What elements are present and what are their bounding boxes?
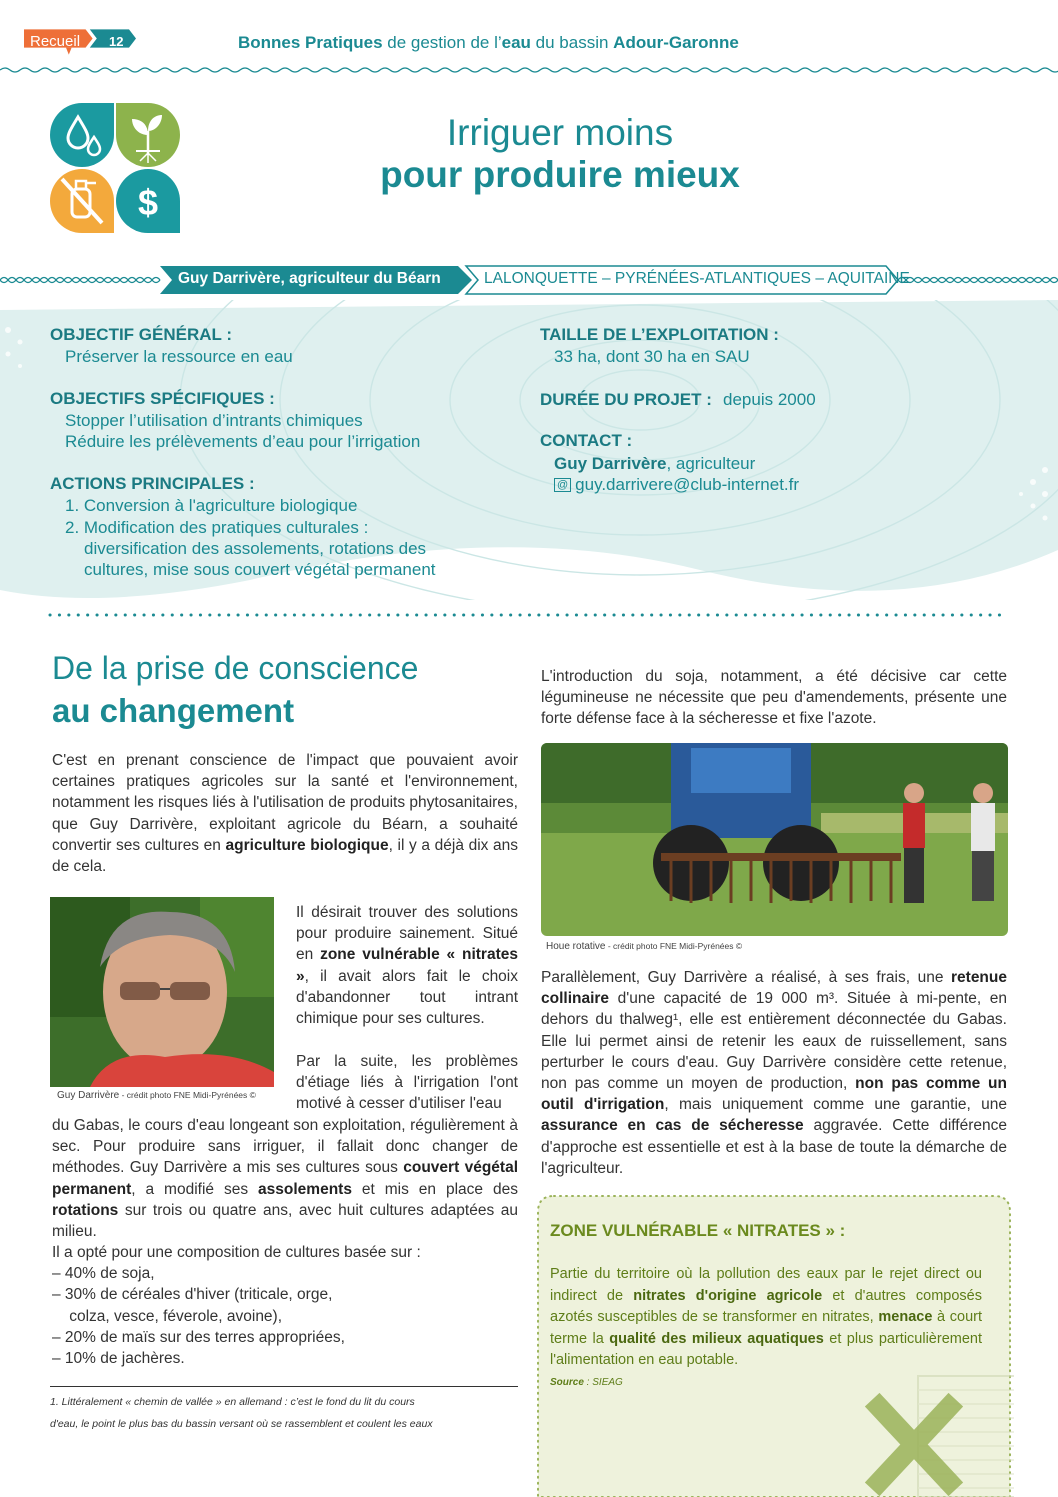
objectif-specifique-2: Réduire les prélèvements d’eau pour l’irrigation: [65, 432, 421, 451]
intro-paragraph: C'est en prenant conscience de l'impact que pouvaient avoir certaines pratiques agricoles sur la santé et l'environnement, notamment les risques liés à l'utilisation de produits phytosanitaires, que Guy Darrivère, exploitant agricole du Béarn, a souhaité convertir ses cultures en agriculture biologique, il y a déjà dix ans de cela.: [52, 752, 519, 876]
objectif-specifique-1: Stopper l’utilisation d’intrants chimiques: [65, 411, 363, 430]
zone-box-title: ZONE VULNÉRABLE « NITRATES » :: [550, 1221, 846, 1240]
contact-name-row: [554, 453, 755, 474]
svg-text:$: $: [137, 182, 159, 223]
actions-label: ACTIONS PRINCIPALES :: [50, 474, 255, 493]
portrait-photo: [50, 897, 274, 1087]
zone-box-text: Partie du territoire où la pollution des eaux par le rejet direct ou indirect de nitrates d'origine agricole et d'autres composés azotés susceptibles de se transformer en nitrates, menace à court terme la qualité des milieux aquatiques et plus particulièrement l'alimentation en eau potable.: [550, 1266, 982, 1368]
taille-value: 33 ha, dont 30 ha en SAU: [554, 347, 750, 366]
page-title: Irriguer moins pour produire mieux: [380, 112, 740, 195]
contact-email-row[interactable]: [554, 474, 799, 495]
email-icon: @: [554, 478, 571, 492]
objectif-general-value: Préserver la ressource en eau: [65, 347, 293, 366]
location: LALONQUETTE – PYRÉNÉES-ATLANTIQUES – AQUITAINE: [484, 270, 910, 287]
objectifs-specifiques-label: OBJECTIFS SPÉCIFIQUES :: [50, 389, 275, 408]
contact-label: CONTACT :: [540, 431, 633, 450]
section-title-line1: De la prise de conscience: [52, 650, 419, 686]
publication-title: Bonnes Pratiques de gestion de l’eau du bassin Adour-Garonne: [238, 33, 739, 52]
section-label: Recueil: [30, 33, 81, 50]
tractor-photo: [541, 743, 1008, 936]
contact-name: Guy Darrivère: [554, 454, 667, 473]
paragraph-3b: du Gabas, le cours d'eau longeant son exploitation, régulièrement à sec. Pour produire sans irriguer, il fallait donc changer de méthodes. Guy Darrivère a mis ses cultures sous couvert végétal permanent, a modifié ses assolements et mis en place des rotations sur trois ou quatre ans, avec huit cultures adaptées au milieu.: [52, 1117, 518, 1241]
page-number: 12: [109, 34, 124, 49]
soja-paragraph: L'introduction du soja, notamment, a été décisive car cette légumineuse ne nécessite que peu d'amendements, présente une forte défense face à la sécheresse et fixe l'azote.: [541, 668, 1007, 728]
dotted-separator: [48, 612, 1010, 618]
action-2: 2. Modification des pratiques culturales :: [65, 518, 369, 537]
duree-row: [540, 389, 816, 410]
duree-value: depuis 2000: [723, 390, 816, 409]
action-2-detail-1: diversification des assolements, rotations des: [84, 539, 427, 558]
contact-role: , agriculteur: [666, 454, 756, 473]
paragraph-4: Il a opté pour une composition de cultures basée sur : – 40% de soja, – 30% de céréales d'hiver (triticale, orge, colza, vesce, féverole, avoine), – 20% de maïs sur des terres appropriées, – 10% de jachères.: [52, 1244, 421, 1368]
author-name: Guy Darrivère, agriculteur du Béarn: [178, 270, 441, 287]
seedling-icon: [116, 103, 180, 167]
section-title-line2: au changement: [52, 692, 295, 729]
contact-email[interactable]: guy.darrivere@club-internet.fr: [575, 475, 800, 494]
duree-label: DURÉE DU PROJET :: [540, 390, 712, 409]
action-2-detail-2: cultures, mise sous couvert végétal permanent: [84, 560, 436, 579]
zone-box-source: Source : SIEAG: [550, 1377, 623, 1388]
retenue-paragraph: Parallèlement, Guy Darrivère a réalisé, à ses frais, une retenue collinaire d'une capacité de 19 000 m³. Située à mi-pente, en dehors du thalweg¹, elle est entièrement déconnectée du Gabas. Elle lui permet ainsi de retenir les eaux de ruissellement, sans perturber le cours d'eau. Guy Darrivère considère cette retenue, non pas comme un moyen de production, non pas comme un outil d'irrigation, mais uniquement comme une garantie, une assurance en cas de sécheresse aggravée. Cette différence d'approche est essentielle et est à la base de toute la démarche de l'agriculteur.: [541, 969, 1008, 1177]
footnote-rule: [50, 1386, 518, 1387]
paragraph-2: Il désirait trouver des solutions pour produire sainement. Situé en zone vulnérable « nitrates », il avait alors fait le choix d'abandonner tout intrant chimique pour ses cultures.: [296, 904, 518, 1028]
footnote: 1. Littéralement « chemin de vallée » en allemand : c’est le fond du lit du cours d'eau, le point le plus bas du bassin versant où se rassemblent et coulent les eaux: [50, 1396, 433, 1430]
objectif-general-label: OBJECTIF GÉNÉRAL :: [50, 325, 232, 344]
water-drops-icon: [50, 103, 114, 167]
dollar-icon: [116, 169, 180, 233]
paragraph-3a: Par la suite, les problèmes d'étiage liés à l'irrigation l'ont motivé à cesser d'utiliser l'eau: [296, 1053, 518, 1113]
header-wave-line: [0, 66, 1058, 74]
portrait-caption: Guy Darrivère - crédit photo FNE Midi-Pyrénées ©: [57, 1090, 256, 1101]
no-pesticide-sprayer-icon: [50, 169, 114, 233]
tractor-caption: Houe rotative - crédit photo FNE Midi-Pyrénées ©: [546, 941, 743, 952]
taille-label: TAILLE DE L’EXPLOITATION :: [540, 325, 779, 344]
action-1: 1. Conversion à l'agriculture biologique: [65, 496, 358, 515]
